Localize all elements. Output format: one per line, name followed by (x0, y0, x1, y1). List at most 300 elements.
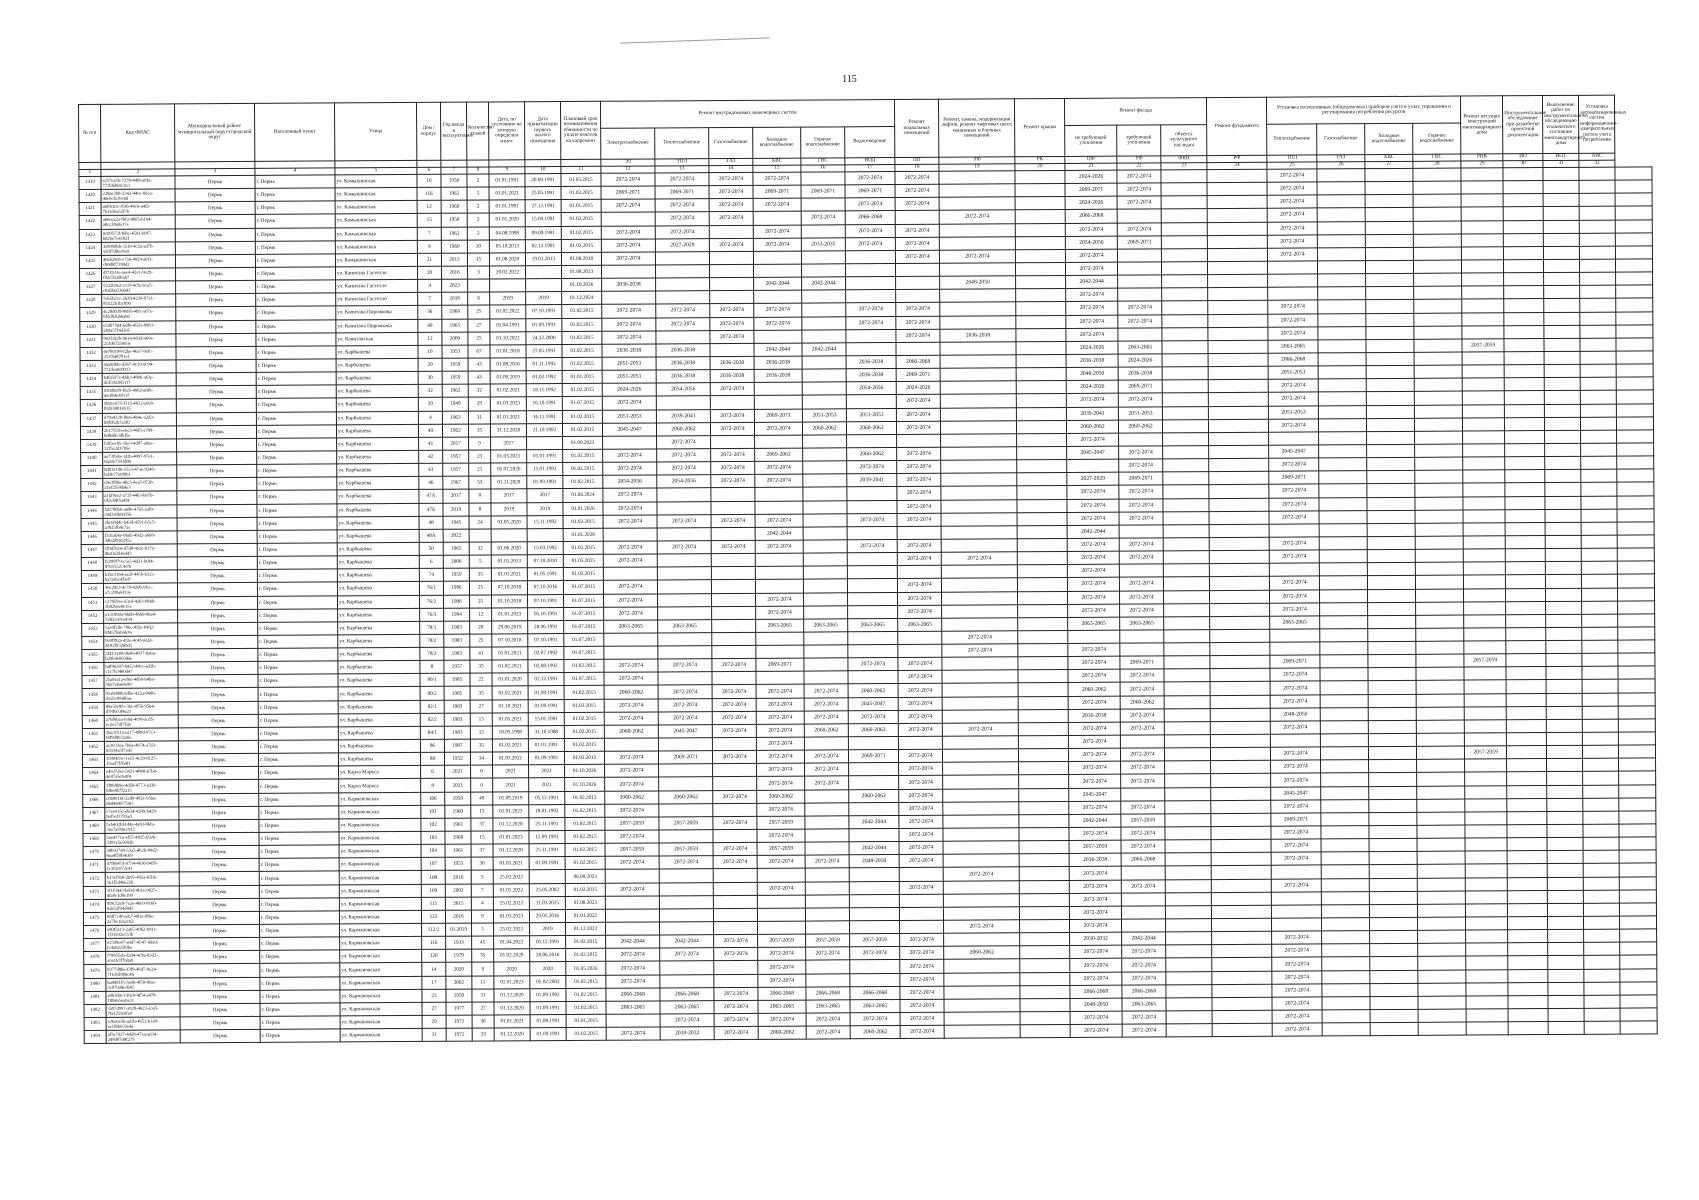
repair-period-col-27 (1368, 733, 1416, 746)
street: ул. Кармановская (340, 1002, 422, 1016)
repair-period-col-23 (1163, 564, 1209, 577)
repair-period-col-19 (940, 289, 1016, 303)
row-number: 1451 (82, 597, 104, 610)
repair-period-col-18: 2072-2074 (896, 395, 940, 408)
privatization-date: 12.09.1991 (529, 831, 565, 844)
contribution-start-date: 01.02.2015 (564, 699, 604, 712)
repair-period-col-27 (1366, 260, 1414, 273)
repair-period-col-21: 2066-2068 (1065, 210, 1117, 223)
repair-period-col-27 (1369, 786, 1417, 799)
row-number: 1483 (84, 1017, 106, 1030)
repair-period-col-27 (1370, 1022, 1418, 1035)
repair-period-col-28 (1416, 628, 1464, 641)
repair-period-col-14: 2072-2074 (714, 1000, 758, 1013)
wear-date: 25.02.2022 (493, 870, 529, 883)
repair-period-col-12 (604, 646, 658, 659)
repair-period-col-33 (1617, 482, 1654, 495)
repair-period-col-15: 2072-2074 (758, 947, 806, 960)
settlement: г. Пермь (257, 569, 337, 583)
street: ул. Карбышева (338, 647, 420, 661)
repair-period-col-28 (1418, 956, 1466, 969)
repair-period-col-30 (1504, 286, 1544, 299)
wear-date: 01.02.2021 (492, 660, 528, 673)
repair-period-col-15 (756, 671, 804, 684)
repair-period-col-15: 2072-2074 (754, 317, 802, 330)
repair-period-col-16: 2033-2035 (801, 238, 845, 251)
repair-period-col-13: 2063-2065 (660, 1000, 714, 1013)
repair-period-col-18: 2072-2074 (895, 171, 939, 184)
wear-date: 01.01.1991 (489, 174, 525, 187)
column-header-2: Код ФИАС (101, 104, 175, 162)
repair-period-col-14: 2072-2074 (712, 724, 756, 737)
column-header-27: Холодное водоснабжение (1365, 123, 1413, 154)
repair-period-col-20 (1015, 223, 1065, 236)
repair-period-col-13 (656, 396, 710, 409)
repair-period-col-13: 2072-2074 (655, 173, 709, 186)
fias-code: 4c28d039-8895-4bfc-a67e-9f5db2b66ab0 (102, 307, 176, 321)
repair-period-col-30 (1507, 825, 1547, 838)
repair-period-col-30 (1505, 509, 1545, 522)
row-number: 1461 (82, 728, 104, 741)
repair-period-col-31 (1546, 706, 1582, 719)
column-number: 9 (489, 167, 525, 174)
repair-period-col-27 (1366, 273, 1414, 286)
wear-date: 01.03.2021 (492, 752, 528, 765)
repair-period-col-28 (1414, 260, 1462, 273)
repair-period-col-12: 2072-2074 (605, 777, 659, 790)
repair-period-col-27 (1369, 812, 1417, 825)
contribution-start-date: 01.10.2026 (565, 778, 605, 791)
repair-period-col-25: 2072-2074 (1271, 879, 1321, 892)
repair-period-col-30 (1504, 299, 1544, 312)
street: ул. Карбышева (336, 345, 418, 359)
repair-period-col-16 (802, 303, 846, 316)
repair-period-col-31 (1544, 272, 1580, 285)
column-header-28: Горячее водоснабжение (1413, 123, 1461, 154)
street: ул. Карбышева (338, 700, 420, 714)
repair-period-col-18: 2072-2074 (895, 184, 939, 197)
repair-period-col-13: 2072-2074 (659, 856, 713, 869)
street: ул. Кармановская (339, 910, 421, 924)
repair-period-col-25: 2051-2053 (1268, 366, 1318, 379)
fias-code: 3f9b8b8e-4d5b-4773-ad3b-6f0e4b7f2a15 (105, 780, 179, 794)
repair-period-col-12 (605, 896, 659, 909)
repair-period-col-15: 2060-2062 (757, 790, 805, 803)
repair-period-col-25: 2072-2074 (1269, 497, 1319, 510)
repair-period-col-12: 2072-2074 (601, 239, 655, 252)
repair-period-col-33 (1616, 311, 1653, 324)
repair-period-col-19 (941, 578, 1017, 592)
repair-period-col-19 (944, 959, 1020, 973)
row-number: 1440 (81, 452, 103, 465)
municipality: Пермь (177, 530, 257, 544)
wear-date: 01.12.2020 (493, 844, 529, 857)
repair-period-col-26 (1321, 813, 1369, 826)
repair-period-col-18: 2072-2074 (900, 1012, 944, 1025)
municipality: Пермь (178, 701, 258, 715)
repair-period-col-16 (803, 500, 847, 513)
repair-period-col-30 (1504, 273, 1544, 286)
house-number: 50 (419, 542, 443, 555)
repair-period-col-17: 2069-2071 (848, 750, 898, 763)
fias-code: a60eea2a-f8f2-4805-b104-a8cc28a0a37e (101, 215, 175, 229)
repair-period-col-20 (1017, 486, 1067, 499)
repair-period-col-28 (1418, 996, 1466, 1009)
repair-period-col-12: 2072-2074 (603, 580, 657, 593)
repair-period-col-17: 2042-2044 (849, 842, 899, 855)
repair-period-col-20 (1016, 315, 1066, 328)
repair-period-col-18: 2069-2071 (896, 368, 940, 381)
year-built: 1957 (443, 450, 469, 463)
repair-period-col-14: 2072-2074 (713, 790, 757, 803)
repair-period-col-12: 2072-2074 (604, 593, 658, 606)
fias-code: 3a97d997-a928-4623-a3a5-7fa125fe9fe0 (106, 1004, 180, 1018)
repair-period-col-12: 2024-2026 (602, 383, 656, 396)
municipality: Пермь (175, 228, 255, 242)
repair-period-col-24 (1209, 524, 1269, 538)
repair-period-col-26 (1318, 274, 1366, 287)
repair-period-col-28 (1416, 720, 1464, 733)
year-built: 1959 (446, 989, 472, 1002)
repair-period-col-30 (1507, 890, 1547, 903)
settlement: г. Пермь (258, 661, 338, 675)
repair-period-col-17 (848, 605, 898, 618)
settlement: г. Пермь (256, 333, 336, 347)
repair-period-col-22: 2072-2074 (1119, 577, 1163, 590)
house-number: 6 (419, 555, 443, 568)
repair-period-col-12 (605, 869, 659, 882)
repair-period-col-24 (1210, 734, 1270, 748)
contribution-start-date: 01.02.2015 (562, 305, 602, 318)
column-number: 25 (1267, 162, 1317, 169)
repair-period-col-14: 2072-2074 (709, 199, 753, 212)
repair-period-col-15: 2063-2065 (758, 1000, 806, 1013)
repair-period-col-17 (850, 973, 900, 986)
year-built: 1987 (444, 739, 470, 752)
repair-period-col-21: 2054-2056 (1065, 236, 1117, 249)
repair-period-col-13: 2072-2074 (656, 304, 710, 317)
repair-period-col-28 (1417, 799, 1465, 812)
repair-period-col-29 (1461, 168, 1503, 181)
year-built: 1985 (444, 673, 470, 686)
municipality: Пермь (176, 359, 256, 373)
column-header-30: Инструментальное обследование при разработке проектной документации (1503, 96, 1543, 154)
repair-period-col-15: 2072-2074 (755, 514, 803, 527)
repair-period-col-16 (802, 356, 846, 369)
privatization-date: 01.02.1992 (526, 371, 562, 384)
repair-period-col-23 (1165, 800, 1211, 813)
fias-code: 4e780198-f2be-46a7-9efc-2539a6f291e1 (102, 347, 176, 361)
privatization-date: 2021 (529, 765, 565, 778)
year-built: 1983 (444, 700, 470, 713)
wear-date: 01.01.2020 (491, 463, 527, 476)
repair-period-col-15: 2072-2074 (754, 303, 802, 316)
repair-period-col-19 (940, 342, 1016, 356)
repair-period-col-31 (1543, 233, 1579, 246)
municipality: Пермь (178, 635, 258, 649)
street: ул. Кармановская (339, 897, 421, 911)
repair-period-col-23 (1164, 708, 1210, 721)
repair-period-col-18: 2072-2074 (898, 671, 942, 684)
repair-period-col-29 (1463, 404, 1505, 417)
repair-period-col-33 (1616, 325, 1653, 338)
contribution-start-date: 01.02.2015 (563, 568, 603, 581)
row-number: 1434 (80, 373, 102, 386)
repair-period-col-13 (660, 922, 714, 935)
municipality: Пермь (176, 267, 256, 281)
repair-period-col-16 (806, 973, 850, 986)
street: ул. Карбышева (338, 687, 420, 701)
repair-period-col-23 (1165, 866, 1211, 879)
repair-period-col-30 (1505, 443, 1545, 456)
repair-period-col-31 (1547, 824, 1583, 837)
repair-period-col-23 (1166, 919, 1212, 932)
row-number: 1429 (80, 308, 102, 321)
floors: 25 (470, 594, 492, 607)
fias-code: f26786bb-a69b-4765-aaf9-c8d3a9b9d356 (103, 504, 177, 518)
street: ул. Кармановская (340, 1015, 422, 1029)
street: ул. Камышинская (335, 240, 417, 254)
floors: 3 (467, 266, 489, 279)
repair-period-col-15: 2072-2074 (756, 606, 804, 619)
repair-period-col-17 (849, 894, 899, 907)
repair-period-col-16 (804, 632, 848, 645)
repair-period-col-28 (1417, 851, 1465, 864)
repair-period-col-27 (1368, 589, 1416, 602)
repair-period-col-33 (1617, 509, 1654, 522)
repair-period-col-33 (1620, 929, 1657, 942)
repair-period-col-20 (1016, 354, 1066, 367)
repair-period-col-14: 2072-2074 (709, 186, 753, 199)
settlement: г. Пермь (257, 517, 337, 531)
repair-period-col-26 (1320, 629, 1368, 642)
repair-period-col-26 (1320, 642, 1368, 655)
repair-period-col-18: 2072-2074 (899, 789, 943, 802)
wear-date: 2019 (490, 292, 526, 305)
repair-period-col-15 (755, 435, 803, 448)
floors: 31 (472, 989, 494, 1002)
repair-period-col-24 (1211, 826, 1271, 840)
repair-period-col-28 (1415, 497, 1463, 510)
repair-period-col-26 (1320, 576, 1368, 589)
row-number: 1420 (79, 190, 101, 203)
repair-period-col-15: 2072-2074 (757, 855, 805, 868)
column-code: ФКН (1161, 156, 1207, 163)
repair-period-col-15 (753, 251, 801, 264)
repair-period-col-14: 2072-2074 (714, 935, 758, 948)
fias-code: 5ee4371a-ef57-4825-b926-3281e5e5092b (105, 833, 179, 847)
repair-period-col-17 (847, 566, 897, 579)
column-code: ИОТ (1543, 153, 1579, 160)
repair-period-col-28 (1416, 681, 1464, 694)
repair-period-col-16: 2042-2044 (802, 343, 846, 356)
municipality: Пермь (177, 570, 257, 584)
repair-period-col-32 (1584, 1008, 1620, 1021)
street: ул. Карбышева (337, 450, 419, 464)
repair-period-col-32 (1581, 482, 1617, 495)
repair-period-col-20 (1017, 499, 1067, 512)
repair-period-col-19 (943, 828, 1019, 842)
repair-period-col-28 (1416, 641, 1464, 654)
repair-period-col-20 (1019, 880, 1069, 893)
year-built: 2019 (443, 503, 469, 516)
repair-period-col-19 (941, 460, 1017, 474)
repair-period-col-30 (1506, 627, 1546, 640)
repair-period-col-27 (1369, 799, 1417, 812)
repair-period-col-17 (848, 645, 898, 658)
repair-period-col-24 (1212, 1023, 1272, 1037)
repair-period-col-13: 2054-2056 (656, 383, 710, 396)
row-number: 1422 (79, 216, 101, 229)
contribution-start-date: 01.07.2015 (564, 620, 604, 633)
repair-period-col-32 (1580, 338, 1616, 351)
repair-period-col-16: 2072-2074 (806, 1026, 850, 1039)
repair-period-col-28 (1416, 694, 1464, 707)
repair-period-col-18 (899, 907, 943, 920)
repair-period-col-26 (1318, 261, 1366, 274)
repair-period-col-28 (1415, 483, 1463, 496)
repair-period-col-32 (1584, 1021, 1620, 1034)
house-number: 12 (418, 332, 442, 345)
year-built: 1983 (444, 621, 470, 634)
repair-period-col-17: 2060-2062 (849, 789, 899, 802)
repair-period-col-25 (1268, 261, 1318, 274)
repair-period-col-31 (1548, 982, 1584, 995)
repair-period-col-13 (656, 278, 710, 291)
repair-period-col-28 (1413, 181, 1461, 194)
repair-period-col-22 (1117, 249, 1161, 262)
repair-period-col-25: 2045-2047 (1271, 787, 1321, 800)
floors: 2 (467, 213, 489, 226)
repair-period-col-16: 2042-2044 (802, 277, 846, 290)
repair-period-col-19 (941, 420, 1017, 434)
repair-period-col-23 (1162, 380, 1208, 393)
repair-period-col-30 (1507, 811, 1547, 824)
municipality: Пермь (179, 846, 259, 860)
repair-period-col-31 (1546, 627, 1582, 640)
privatization-date: 16.11.1991 (526, 410, 562, 423)
street: ул. Карбышева (338, 739, 420, 753)
floors: 36 (471, 857, 493, 870)
repair-period-col-31 (1545, 548, 1581, 561)
repair-period-col-32 (1581, 417, 1617, 430)
repair-period-col-21: 2039-2041 (1066, 407, 1118, 420)
repair-period-col-27 (1366, 392, 1414, 405)
repair-period-col-17 (849, 763, 899, 776)
municipality: Пермь (179, 859, 259, 873)
repair-period-col-13 (655, 251, 709, 264)
repair-period-col-16 (802, 369, 846, 382)
column-number: 7 (441, 167, 467, 174)
repair-period-col-14 (713, 908, 757, 921)
repair-period-col-13: 2054-2056 (657, 475, 711, 488)
settlement: г. Пермь (259, 766, 339, 780)
repair-period-col-30 (1507, 772, 1547, 785)
repair-period-col-13 (659, 909, 713, 922)
repair-period-col-25: 2072-2074 (1268, 300, 1318, 313)
repair-period-col-25: 2072-2074 (1269, 458, 1319, 471)
repair-period-col-31 (1546, 575, 1582, 588)
repair-period-col-28 (1418, 1009, 1466, 1022)
wear-date: 01.01.2021 (489, 187, 525, 200)
street: ул. Капитана Гастелло (336, 266, 418, 280)
repair-period-col-15: 2069-2062 (755, 448, 803, 461)
repair-period-col-27 (1365, 181, 1413, 194)
privatization-date: 20.09.1991 (525, 174, 561, 187)
repair-period-col-19 (943, 775, 1019, 789)
repair-period-col-14 (711, 527, 755, 540)
repair-period-col-13 (660, 974, 714, 987)
repair-period-col-24 (1210, 721, 1270, 735)
floors: 4 (471, 897, 493, 910)
repair-period-col-17: 2072-2074 (847, 539, 897, 552)
repair-period-col-26 (1317, 221, 1365, 234)
repair-period-col-21: 2072-2074 (1066, 288, 1118, 301)
repair-period-col-26 (1319, 497, 1367, 510)
repair-period-col-15: 2072-2074 (757, 882, 805, 895)
fias-code: 15904c9c-1e15-4c29-8125-35aaf7f5b4f1 (104, 754, 178, 768)
house-number: 78/2 (420, 634, 444, 647)
floors: 37 (471, 818, 493, 831)
repair-period-col-33 (1619, 771, 1656, 784)
contribution-start-date: 01.02.2015 (566, 935, 606, 948)
repair-period-col-17 (849, 829, 899, 842)
repair-period-col-20 (1018, 736, 1068, 749)
municipality: Пермь (177, 491, 257, 505)
repair-period-col-23 (1166, 958, 1212, 971)
house-number: 20 (417, 266, 441, 279)
repair-period-col-31 (1548, 995, 1584, 1008)
wear-date: 01.03.2021 (491, 450, 527, 463)
repair-period-col-29 (1463, 496, 1505, 509)
settlement: г. Пермь (257, 543, 337, 557)
repair-period-col-26 (1321, 839, 1369, 852)
privatization-date: 07.10.2016 (527, 581, 563, 594)
repair-period-col-18: 2072-2074 (899, 815, 943, 828)
repair-period-col-23 (1166, 945, 1212, 958)
repair-period-col-12: 2072-2074 (602, 331, 656, 344)
contribution-start-date: 01.02.2015 (565, 817, 605, 830)
year-built: 2006 (443, 555, 469, 568)
repair-period-col-18: 2072-2074 (897, 460, 941, 473)
wear-date: 01.08.2020 (489, 253, 525, 266)
municipality: Пермь (177, 478, 257, 492)
house-number: 29 (422, 1015, 446, 1028)
repair-period-col-33 (1616, 390, 1653, 403)
repair-period-col-30 (1504, 312, 1544, 325)
repair-period-col-14 (712, 606, 756, 619)
year-built: 1985 (444, 687, 470, 700)
floors: 12 (470, 608, 492, 621)
repair-period-col-22: 2072-2074 (1120, 682, 1164, 695)
repair-period-col-23 (1165, 761, 1211, 774)
privatization-date (527, 528, 563, 541)
repair-period-col-32 (1580, 312, 1616, 325)
repair-period-col-18: 2066-2068 (896, 355, 940, 368)
repair-period-col-13: 2057-2059 (659, 817, 713, 830)
repair-period-col-32 (1580, 259, 1616, 272)
repair-period-col-19 (941, 486, 1017, 500)
repair-period-col-30 (1508, 1009, 1548, 1022)
repair-period-col-19 (941, 539, 1017, 553)
settlement: г. Пермь (256, 306, 336, 320)
repair-period-col-33 (1615, 233, 1652, 246)
house-number: 112/1 (422, 923, 446, 936)
repair-period-col-30 (1505, 562, 1545, 575)
row-number: 1447 (81, 544, 103, 557)
contribution-start-date: 01.02.2015 (563, 449, 603, 462)
repair-period-col-28 (1415, 510, 1463, 523)
